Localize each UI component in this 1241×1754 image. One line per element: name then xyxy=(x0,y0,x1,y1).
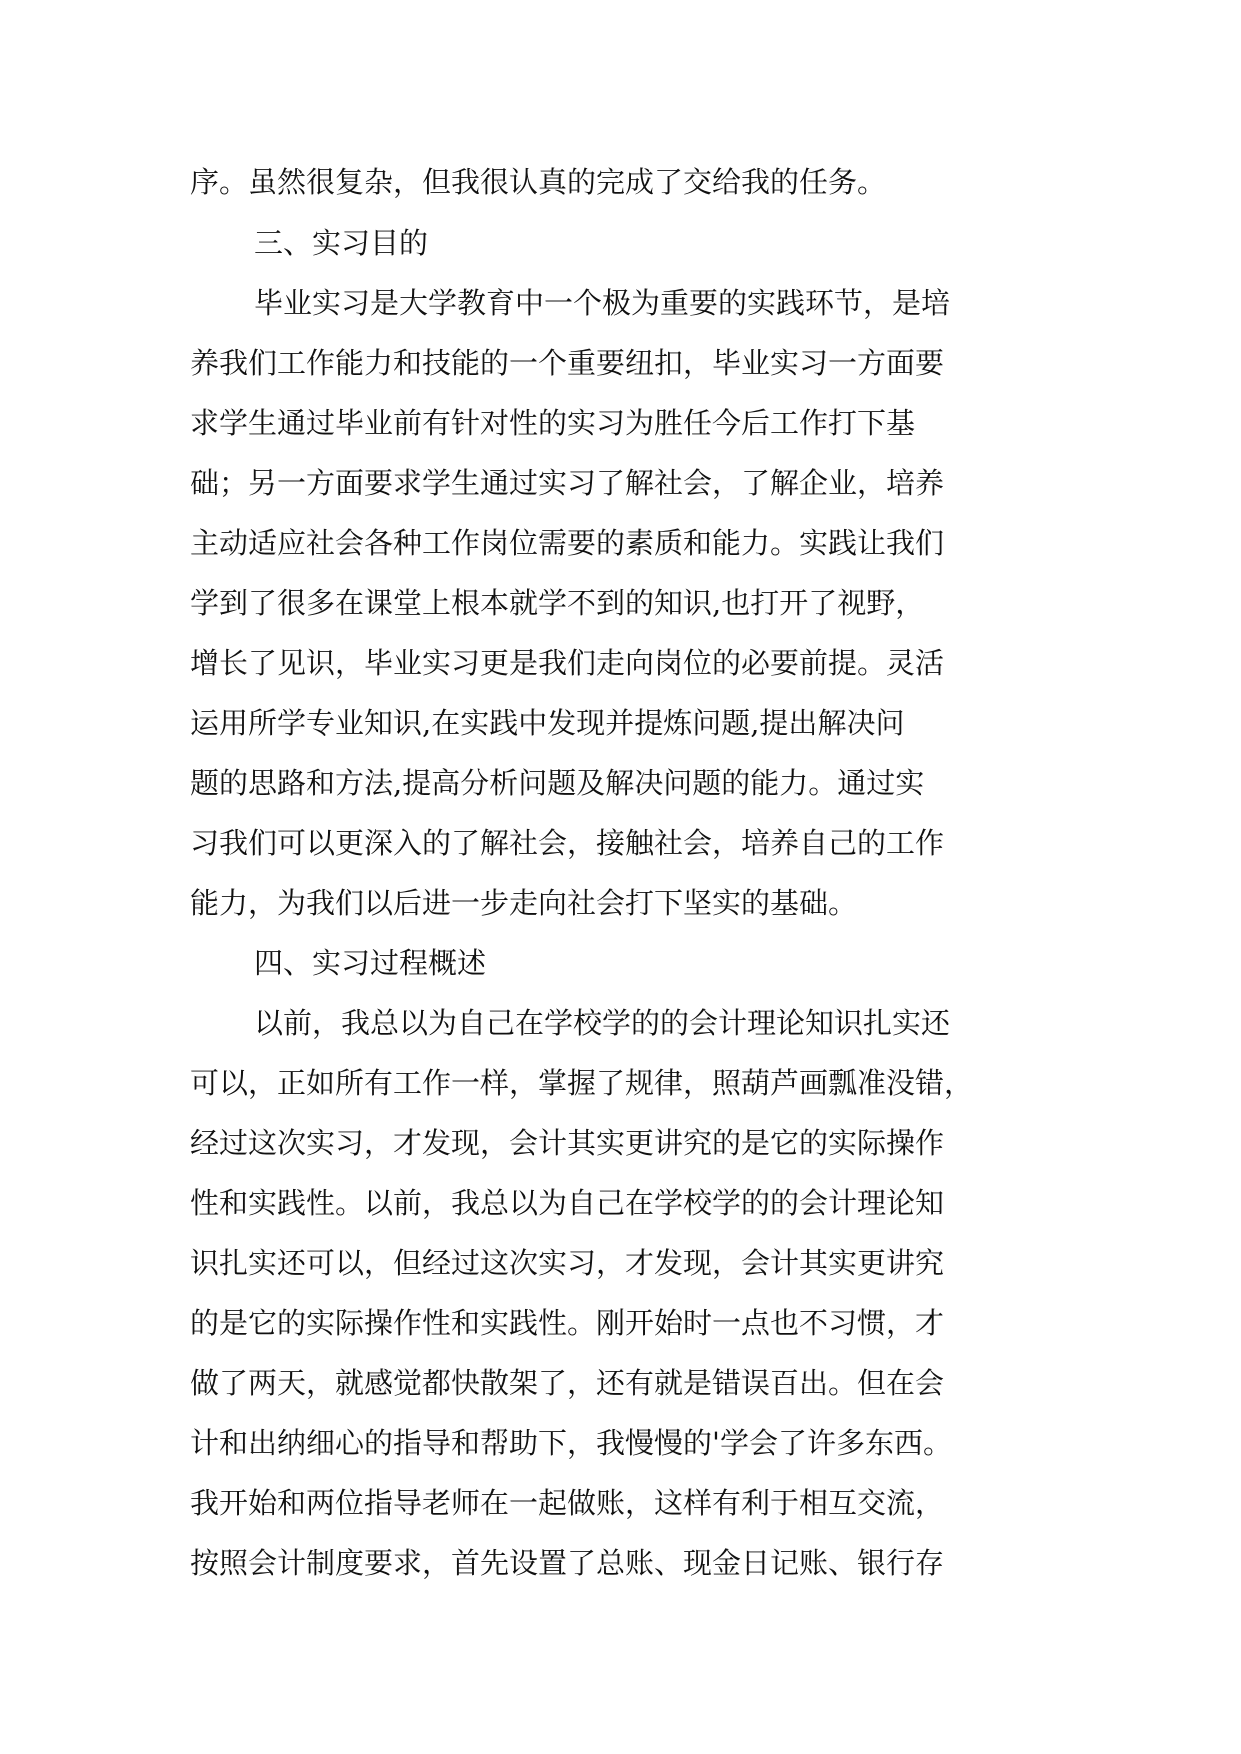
text-line-1: 序。虽然很复杂，但我很认真的完成了交给我的任务。 xyxy=(190,165,887,199)
text-line-13: 能力，为我们以后进一步走向社会打下坚实的基础。 xyxy=(190,886,858,920)
text-line-9: 增长了见识，毕业实习更是我们走向岗位的必要前提。灵活 xyxy=(190,646,945,680)
text-line-16: 可以，正如所有工作一样，掌握了规律，照葫芦画瓢准没错， xyxy=(190,1066,974,1100)
text-line-8: 学到了很多在课堂上根本就学不到的知识,也打开了视野， xyxy=(190,586,925,620)
text-line-22: 计和出纳细心的指导和帮助下，我慢慢的'学会了许多东西。 xyxy=(190,1426,952,1460)
text-line-7: 主动适应社会各种工作岗位需要的素质和能力。实践让我们 xyxy=(190,526,945,560)
text-line-17: 经过这次实习，才发现，会计其实更讲究的是它的实际操作 xyxy=(190,1126,945,1160)
text-line-12: 习我们可以更深入的了解社会，接触社会，培养自己的工作 xyxy=(190,826,945,860)
text-line-4: 养我们工作能力和技能的一个重要纽扣，毕业实习一方面要 xyxy=(190,346,945,380)
text-line-3: 毕业实习是大学教育中一个极为重要的实践环节，是培 xyxy=(254,286,951,320)
text-line-20: 的是它的实际操作性和实践性。刚开始时一点也不习惯，才 xyxy=(190,1306,945,1340)
text-line-10: 运用所学专业知识,在实践中发现并提炼问题,提出解决问 xyxy=(190,706,905,740)
text-line-21: 做了两天，就感觉都快散架了，还有就是错误百出。但在会 xyxy=(190,1366,945,1400)
text-line-15: 以前，我总以为自己在学校学的的会计理论知识扎实还 xyxy=(254,1006,951,1040)
text-line-24: 按照会计制度要求，首先设置了总账、现金日记账、银行存 xyxy=(190,1546,945,1580)
text-line-6: 础；另一方面要求学生通过实习了解社会，了解企业，培养 xyxy=(190,466,945,500)
section-heading-4: 四、实习过程概述 xyxy=(254,946,487,980)
text-line-5: 求学生通过毕业前有针对性的实习为胜任今后工作打下基 xyxy=(190,406,916,440)
text-line-11: 题的思路和方法,提高分析问题及解决问题的能力。通过实 xyxy=(190,766,925,800)
text-line-19: 识扎实还可以，但经过这次实习，才发现，会计其实更讲究 xyxy=(190,1246,945,1280)
section-heading-3: 三、实习目的 xyxy=(254,226,429,260)
text-line-18: 性和实践性。以前，我总以为自己在学校学的的会计理论知 xyxy=(190,1186,945,1220)
text-line-23: 我开始和两位指导老师在一起做账，这样有利于相互交流， xyxy=(190,1486,945,1520)
